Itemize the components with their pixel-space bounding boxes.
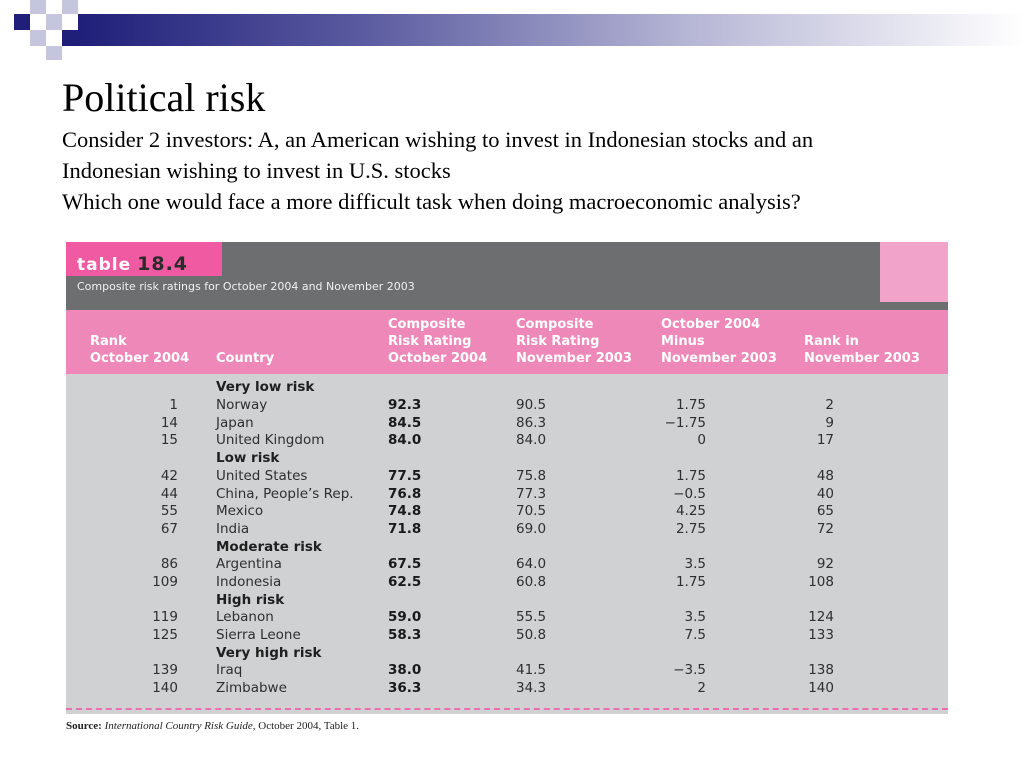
table-row xyxy=(66,467,948,485)
cell-rating-oct: 58.3 xyxy=(388,627,422,643)
table-row xyxy=(66,626,948,644)
cell-diff: 4.25 xyxy=(675,503,706,519)
cell-rank: 109 xyxy=(152,574,178,590)
source-detail: October 2004, Table 1. xyxy=(258,720,360,732)
cell-rating-nov: 70.5 xyxy=(516,503,547,519)
corner-square-light-2 xyxy=(46,14,62,30)
corner-square-light-5 xyxy=(46,46,62,60)
cell-rank: 139 xyxy=(152,662,178,678)
cell-rank-nov: 40 xyxy=(816,486,834,502)
col-header-nov: Composite Risk Rating November 2003 xyxy=(516,317,632,366)
table-row xyxy=(66,485,948,503)
cell-country: Sierra Leone xyxy=(216,627,301,643)
cell-rank: 15 xyxy=(160,432,178,448)
cell-country: United States xyxy=(216,468,308,484)
table-row xyxy=(66,396,948,414)
cell-diff: 2 xyxy=(697,680,706,696)
cell-rank-nov: 133 xyxy=(808,627,834,643)
corner-square-light-3 xyxy=(62,0,78,14)
category-moderate-risk: Moderate risk xyxy=(216,539,322,555)
table-number: 18.4 xyxy=(137,253,189,275)
cell-rank: 125 xyxy=(152,627,178,643)
cell-diff: 2.75 xyxy=(675,521,706,537)
category-very-low-risk: Very low risk xyxy=(216,379,315,395)
category-high-risk: High risk xyxy=(216,592,285,608)
cell-diff: 1.75 xyxy=(675,574,706,590)
cell-rating-nov: 64.0 xyxy=(516,556,547,572)
col-header-country: Country xyxy=(216,351,275,366)
cell-diff: 7.5 xyxy=(684,627,706,643)
table-row xyxy=(66,502,948,520)
cell-country: Norway xyxy=(216,397,268,413)
cell-rank-nov: 72 xyxy=(816,521,834,537)
col-header-rank: Rank October 2004 xyxy=(90,334,190,366)
cell-rating-oct: 74.8 xyxy=(388,503,422,519)
cell-rank-nov: 138 xyxy=(808,662,834,678)
table-row xyxy=(66,520,948,538)
cell-diff: −0.5 xyxy=(673,486,706,502)
cell-country: China, People’s Rep. xyxy=(216,486,354,502)
table-label-box xyxy=(66,242,222,276)
cell-rank: 1 xyxy=(169,397,178,413)
col-header-oct: Composite Risk Rating October 2004 xyxy=(388,317,488,366)
cell-rating-nov: 69.0 xyxy=(516,521,547,537)
cell-rating-oct: 84.5 xyxy=(388,415,422,431)
cell-rating-nov: 34.3 xyxy=(516,680,547,696)
cell-diff: 0 xyxy=(697,432,706,448)
cell-rank: 140 xyxy=(152,680,178,696)
cell-rating-oct: 76.8 xyxy=(388,486,422,502)
cell-rating-nov: 86.3 xyxy=(516,415,547,431)
cell-country: India xyxy=(216,521,250,537)
cell-diff: 3.5 xyxy=(684,609,706,625)
cell-rating-nov: 41.5 xyxy=(516,662,547,678)
col-header-rank-nov: Rank in November 2003 xyxy=(804,334,920,366)
cell-rating-oct: 38.0 xyxy=(388,662,422,678)
cell-country: Lebanon xyxy=(216,609,274,625)
cell-country: United Kingdom xyxy=(216,432,325,448)
cell-rating-oct: 62.5 xyxy=(388,574,422,590)
table-bottom-dashed-rule xyxy=(66,708,948,710)
cell-country: Mexico xyxy=(216,503,264,519)
risk-table xyxy=(66,242,948,714)
cell-diff: 1.75 xyxy=(675,468,706,484)
cell-rating-nov: 77.3 xyxy=(516,486,547,502)
category-very-high-risk: Very high risk xyxy=(216,645,322,661)
cell-rank: 14 xyxy=(160,415,178,431)
cell-rank-nov: 140 xyxy=(808,680,834,696)
cell-rank-nov: 92 xyxy=(816,556,834,572)
cell-rating-oct: 92.3 xyxy=(388,397,422,413)
cell-diff: −3.5 xyxy=(673,662,706,678)
cell-rank-nov: 124 xyxy=(808,609,834,625)
source-label: Source: xyxy=(66,720,102,732)
table-label-word: table xyxy=(77,255,132,275)
cell-rank: 44 xyxy=(160,486,178,502)
cell-rank: 67 xyxy=(160,521,178,537)
top-gradient-bar xyxy=(78,14,1024,46)
cell-diff: −1.75 xyxy=(664,415,706,431)
table-label xyxy=(77,253,188,275)
cell-country: Iraq xyxy=(216,662,243,678)
cell-rank-nov: 48 xyxy=(816,468,834,484)
cell-rating-oct: 71.8 xyxy=(388,521,422,537)
corner-square-light-1 xyxy=(30,0,46,14)
table-corner-gray xyxy=(880,302,948,310)
corner-square-navy-1 xyxy=(14,14,30,30)
cell-rank-nov: 2 xyxy=(825,397,834,413)
table-row xyxy=(66,414,948,432)
cell-rating-nov: 55.5 xyxy=(516,609,547,625)
table-source-note xyxy=(66,720,359,732)
slide-title: Political risk xyxy=(62,75,266,120)
cell-rating-oct: 84.0 xyxy=(388,432,422,448)
cell-rank-nov: 65 xyxy=(816,503,834,519)
cell-rating-nov: 84.0 xyxy=(516,432,547,448)
table-subtitle: Composite risk ratings for October 2004 and November 2003 xyxy=(77,280,415,293)
cell-rank: 42 xyxy=(160,468,178,484)
cell-country: Indonesia xyxy=(216,574,282,590)
cell-rating-nov: 75.8 xyxy=(516,468,547,484)
col-header-diff: October 2004 Minus November 2003 xyxy=(661,317,777,366)
cell-rank-nov: 108 xyxy=(808,574,834,590)
cell-rating-oct: 67.5 xyxy=(388,556,422,572)
cell-diff: 3.5 xyxy=(684,556,706,572)
cell-rating-oct: 59.0 xyxy=(388,609,422,625)
body-line-1: Consider 2 investors: A, an American wishing to invest in Indonesian stocks and an xyxy=(62,127,814,152)
corner-square-light-4 xyxy=(30,30,46,46)
cell-rating-oct: 36.3 xyxy=(388,680,422,696)
cell-rating-nov: 90.5 xyxy=(516,397,547,413)
table-row xyxy=(66,608,948,626)
body-line-3: Which one would face a more difficult task when doing macroeconomic analysis? xyxy=(62,189,801,214)
body-line-2: Indonesian wishing to invest in U.S. stocks xyxy=(62,158,451,183)
cell-country: Japan xyxy=(216,415,254,431)
cell-country: Zimbabwe xyxy=(216,680,287,696)
cell-rank: 86 xyxy=(160,556,178,572)
table-row xyxy=(66,661,948,679)
table-row xyxy=(66,573,948,591)
table-row xyxy=(66,431,948,449)
table-row xyxy=(66,679,948,697)
cell-rating-oct: 77.5 xyxy=(388,468,422,484)
cell-rating-nov: 50.8 xyxy=(516,627,547,643)
cell-rank: 119 xyxy=(152,609,178,625)
cell-country: Argentina xyxy=(216,556,282,572)
cell-rank-nov: 9 xyxy=(825,415,834,431)
cell-rank: 55 xyxy=(160,503,178,519)
cell-diff: 1.75 xyxy=(675,397,706,413)
corner-square-navy-2 xyxy=(62,30,78,46)
table-row xyxy=(66,555,948,573)
cell-rating-nov: 60.8 xyxy=(516,574,547,590)
column-header-band xyxy=(66,310,948,374)
category-low-risk: Low risk xyxy=(216,450,280,466)
table-corner-pink xyxy=(880,242,948,302)
source-publication: International Country Risk Guide, xyxy=(104,720,256,732)
cell-rank-nov: 17 xyxy=(816,432,834,448)
slide-body xyxy=(62,124,962,217)
